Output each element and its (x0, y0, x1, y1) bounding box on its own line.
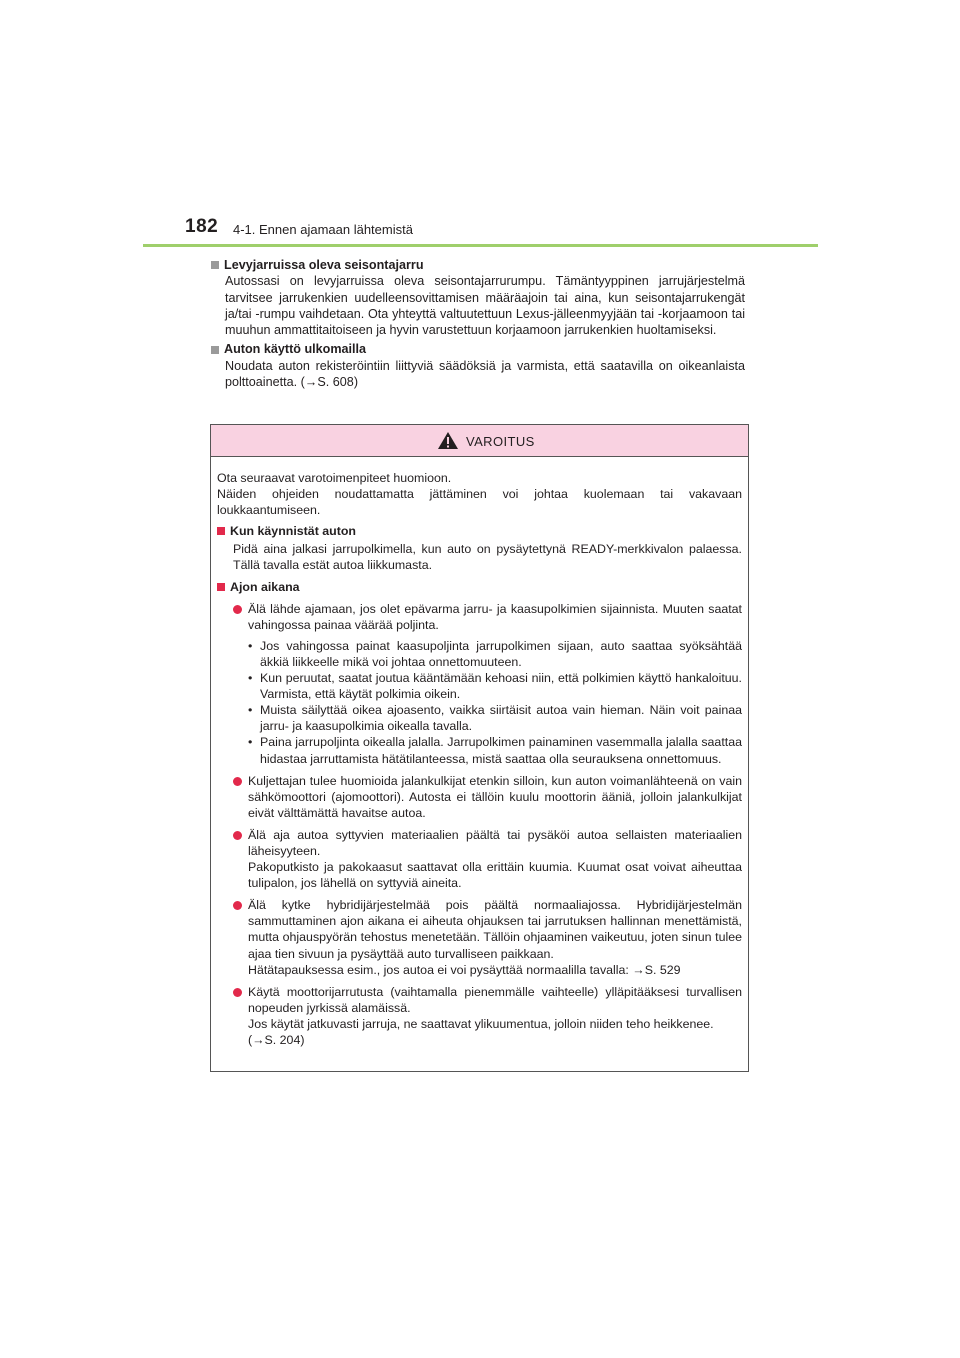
square-bullet-icon (217, 527, 225, 535)
warning-body (211, 457, 748, 1048)
round-bullet-icon (233, 831, 242, 840)
bullet-paragraph: Älä kytke hybridijärjestelmää pois päältä normaaliajossa. Hybridijärjestelmän sammuttaminen ajon aikana ei aiheuta ohjauksen tai jarrutuksen hallinnan menettämistä, mutta ohjauspyörän tehostus menetetään. Tällöin ohjaaminen vaikeutuu, joten sinun tulee ajaa tien sivuun ja pysäyttää auto turvalliseen paikkaan. (248, 898, 742, 961)
warning-triangle-icon (437, 431, 459, 450)
sub-item-text: Jos vahingossa painat kaasupoljinta jarrupolkimen sijaan, auto saattaa syöksähtää äkkiä liikkeelle mikä voi johtaa onnettomuuteen. (260, 638, 742, 669)
header-rule (143, 244, 818, 247)
sub-list-item: • Muista säilyttää oikea ajoasento, vaikka siirtäisit autoa vain hieman. Näin voit painaa jarru- ja kaasupolkimia oikealla tavalla. (248, 703, 742, 734)
warning-intro: Näiden ohjeiden noudattamatta jättäminen voi johtaa kuolemaan tai vakavaan loukkaantumiseen. (217, 487, 742, 518)
square-bullet-icon (211, 261, 219, 269)
warning-bullet (233, 984, 742, 1048)
warning-title: VAROITUS (466, 434, 535, 449)
warning-section-heading (217, 523, 742, 539)
round-bullet-icon (233, 777, 242, 786)
bullet-text (248, 897, 742, 977)
warning-bullet (233, 827, 742, 891)
section-heading-label: Auton käyttö ulkomailla (224, 342, 367, 357)
page-number: 182 (185, 216, 219, 237)
section-heading (211, 257, 745, 273)
bullet-paragraph: Hätätapauksessa esim., jos autoa ei voi pysäyttää normaalilla tavalla: →S. 529 (248, 962, 681, 977)
warning-header (211, 425, 748, 457)
warning-bullet (233, 773, 742, 821)
sub-list-item: • Paina jarrupoljinta oikealla jalalla. Jarrupolkimen painaminen vasemmalla jalalla saattaa hidastaa jarruttamista hätätilanteessa, mistä saattaa olla seurauksena onnettomuus. (248, 735, 742, 766)
bullet-paragraph: Älä aja autoa syttyvien materiaalien päältä tai pysäköi autoa sellaisten materiaalien läheisyyteen. (248, 827, 742, 858)
bullet-paragraph: Jos käytät jatkuvasti jarruja, ne saattavat ylikuumentua, jolloin niiden teho heikkenee. (248, 1016, 714, 1031)
warning-box (210, 424, 749, 1072)
sub-list-item: • Jos vahingossa painat kaasupoljinta jarrupolkimen sijaan, auto saattaa syöksähtää äkkiä liikkeelle mikä voi johtaa onnettomuuteen. (248, 638, 742, 669)
bullet-text (248, 827, 742, 891)
bullet-text (248, 984, 742, 1048)
sub-item-text: Kun peruutat, saatat joutua kääntämään kehoasi niin, että polkimien käyttö hankaloituu. Varmista, että käytät polkimia oikein. (260, 671, 742, 702)
section-paragraph: Noudata auton rekisteröintiin liittyviä säädöksiä ja varmista, että saatavilla on oikeanlaista polttoainetta. (→S. 608) (225, 358, 745, 390)
warning-bullet (233, 897, 742, 977)
main-content (211, 255, 745, 390)
bullet-paragraph: Pakoputkisto ja pakokaasut saattavat olla erittäin kuumia. Kuumat osat voivat aiheuttaa tulipalon, jos lähellä on syttyviä aineita. (248, 860, 742, 891)
round-bullet-icon (233, 605, 242, 614)
bullet-text: Kuljettajan tulee huomioida jalankulkijat etenkin silloin, kun auton voimanlähteenä on vain sähkömoottori (ajomoottori). Autosta ei tällöin kuulu moottorin ääniä, jolloin jalankulkijat eivät välttämättä havaitse autoa. (248, 773, 742, 820)
bullet-paragraph: Käytä moottorijarrutusta (vaihtamalla pienemmälle vaihteelle) ylläpitääksesi turvallisen nopeuden jyrkissä alamäissä. (248, 984, 742, 1015)
warning-section-label: Ajon aikana (230, 579, 300, 594)
section-heading-label: Levyjarruissa oleva seisontajarru (224, 258, 424, 272)
warning-paragraph: Pidä aina jalkasi jarrupolkimella, kun auto on pysäytettynä READY-merkkivalon palaessa. Tällä tavalla estät autoa liikkumasta. (233, 542, 742, 573)
square-bullet-icon (211, 346, 219, 354)
warning-section-label: Kun käynnistät auton (230, 524, 356, 539)
section-paragraph: Autossasi on levyjarruissa oleva seisontajarrurumpu. Tämäntyyppinen jarrujärjestelmä tarvitsee jarrukenkien uudelleensovittamisen määräajoin tai aina, kun seisontajarrukengät ja/tai -rumpu vaihdetaan. Ota yhteyttä valtuutettuun Lexus-jälleenmyyjään tai -korjaamoon tai muuhun ammattitaitoiseen ja hyvin varustettuun korjaamoon jarrukenkien huoltamiseksi. (225, 274, 745, 338)
sub-list (248, 638, 742, 767)
bullet-text: Älä lähde ajamaan, jos olet epävarma jarru- ja kaasupolkimien sijainnista. Muuten saatat vahingossa painaa väärää poljinta. (248, 601, 742, 632)
sub-item-text: Paina jarrupoljinta oikealla jalalla. Jarrupolkimen painaminen vasemmalla jalalla saattaa hidastaa jarruttamista hätätilanteessa, mistä saattaa olla seurauksena onnettomuus. (260, 735, 742, 766)
round-bullet-icon (233, 901, 242, 910)
square-bullet-icon (217, 583, 225, 591)
sub-list-item: • Kun peruutat, saatat joutua kääntämään kehoasi niin, että polkimien käyttö hankaloituu. Varmista, että käytät polkimia oikein. (248, 671, 742, 702)
sub-item-text: Muista säilyttää oikea ajoasento, vaikka siirtäisit autoa vain hieman. Näin voit painaa jarru- ja kaasupolkimia oikealla tavalla. (260, 703, 742, 734)
section-title: 4-1. Ennen ajamaan lähtemistä (233, 222, 413, 237)
round-bullet-icon (233, 988, 242, 997)
warning-section-heading (217, 579, 742, 595)
warning-bullet (233, 601, 742, 633)
page-reference: (→S. 204) (248, 1033, 305, 1047)
warning-intro: Ota seuraavat varotoimenpiteet huomioon. (217, 471, 452, 485)
section-heading (211, 341, 745, 357)
